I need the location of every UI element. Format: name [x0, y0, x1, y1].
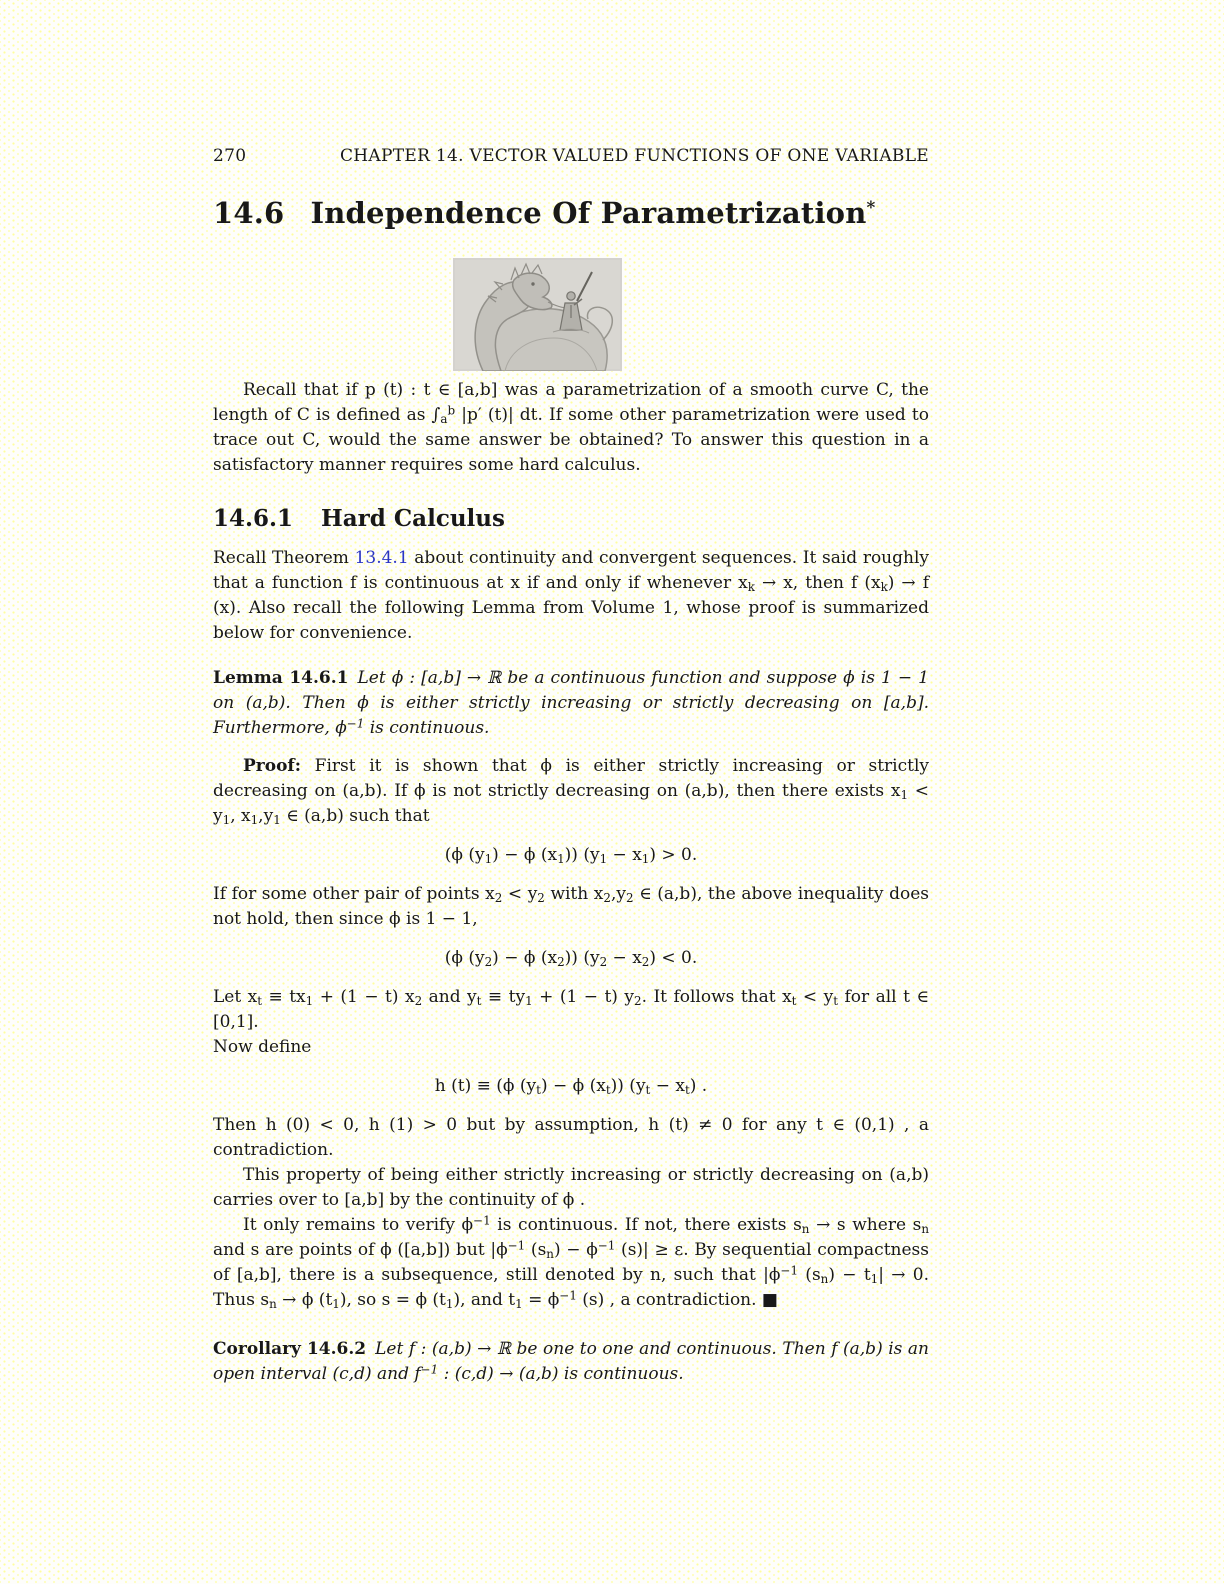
section-number: 14.6 [213, 196, 285, 230]
dragon-knight-figure [453, 258, 622, 371]
proof-paragraph-4: Then h (0) < 0, h (1) > 0 but by assumption, h (t) ≠ 0 for any t ∈ (0,1) , a contradiction. [213, 1115, 929, 1160]
proof-paragraph-1 [213, 754, 929, 829]
proof-paragraph-3: Let $x_t \equiv tx_1 + (1 - t)$ $x_2$ and $y_t \equiv ty_1 + (1 - t)$ $y_2$. It follows that $x_t < y_t$ for all t ∈ [0,1]. [213, 987, 929, 1032]
proof-paragraph-6: It only remains to verify $\phi^{-1}$ is continuous. If not, there exists $s_n \to s$ where $s_n$ and s are points of ϕ ([a,b]) but $|\phi^{-1}$ $(s_n) - \phi^{-1}$ (s)| ≥ ε. By sequential compactness of [a,b], there is a subsequence, still denoted by n, such that $|\phi^{-1}$ $(s_n) - t_1| \to 0$. Thus $s_n \to \phi$ $(t_1)$, so s = ϕ $(t_1)$, and $t_1 = \phi^{-1}$ (s) , a contradiction. ■ [213, 1213, 930, 1311]
subsection-title [213, 505, 929, 532]
lemma-14-6-1 [213, 666, 929, 741]
subsection-number: 14.6.1 [213, 505, 294, 532]
equation-2: (ϕ $(y_2) - \phi$ $(x_2)$) $(y_2 - x_2) < 0$. [444, 948, 698, 969]
page-content [213, 146, 929, 1387]
equation-3: h (t) ≡ (ϕ $(y_t) - \phi$ $(x_t)$) $(y_t - x_t)$ . [434, 1076, 708, 1097]
recall-text-before: Recall Theorem [213, 548, 355, 568]
corollary-14-6-2 [213, 1337, 929, 1387]
proof-paragraph-3b: Now define [213, 1037, 312, 1057]
section-asterisk: * [866, 196, 876, 217]
running-head-title: CHAPTER 14. VECTOR VALUED FUNCTIONS OF ONE VARIABLE [339, 146, 929, 166]
section-title-text: Independence Of Parametrization [310, 196, 867, 230]
running-header [213, 146, 929, 166]
proof-paragraph-5: This property of being either strictly increasing or strictly decreasing on (a,b) carries over to [a,b] by the continuity of ϕ . [213, 1165, 929, 1210]
page-number: 270 [213, 146, 247, 166]
section-title [213, 196, 929, 230]
intro-paragraph: Recall that if p (t) : t ∈ [a,b] was a parametrization of a smooth curve C, the length of C is defined as $\int_a^b$ |p′ (t)| dt. If some other parametrization were used to trace out C, would the same answer be obtained? To answer this question in a satisfactory manner requires some hard calculus. [213, 380, 929, 475]
recall-paragraph [213, 546, 929, 646]
proof-paragraph-2: If for some other pair of points $x_2 < y_2$ with $x_2,y_2$ ∈ (a,b), the above inequality does not hold, then since ϕ is 1 − 1, [213, 884, 930, 929]
equation-1: (ϕ $(y_1) - \phi$ $(x_1)$) $(y_1 - x_1) > 0$. [444, 845, 698, 866]
proof-label: Proof: [243, 756, 302, 776]
theorem-13-4-1-link[interactable]: 13.4.1 [354, 548, 409, 568]
corollary-body: Let f : (a,b) → ℝ be one to one and continuous. Then f (a,b) is an open interval (c,d) and $f^{-1}$ : (c,d) → (a,b) is continuous. [213, 1339, 929, 1384]
corollary-label: Corollary 14.6.2 [213, 1339, 367, 1359]
lemma-label: Lemma 14.6.1 [213, 668, 349, 688]
recall-text-after: about continuity and convergent sequences. It said roughly that a function f is continuous at x if and only if whenever $x_k \to x$, then f $(x_k) \to f$ (x). Also recall the following Lemma from Volume 1, whose proof is summarized below for convenience. [213, 548, 930, 643]
proof-text-1: First it is shown that ϕ is either strictly increasing or strictly decreasing on (a,b). If ϕ is not strictly decreasing on (a,b), then there exists $x_1 < y_1$, $x_1,y_1$ ∈ (a,b) such that [213, 756, 929, 827]
subsection-title-text: Hard Calculus [321, 505, 505, 532]
lemma-body: Let ϕ : [a,b] → ℝ be a continuous function and suppose ϕ is 1 − 1 on (a,b). Then ϕ is either strictly increasing or strictly decreasing on [a,b]. Furthermore, $\phi^{-1}$ is continuous. [213, 668, 929, 738]
dragon-knight-drawing [453, 258, 622, 371]
